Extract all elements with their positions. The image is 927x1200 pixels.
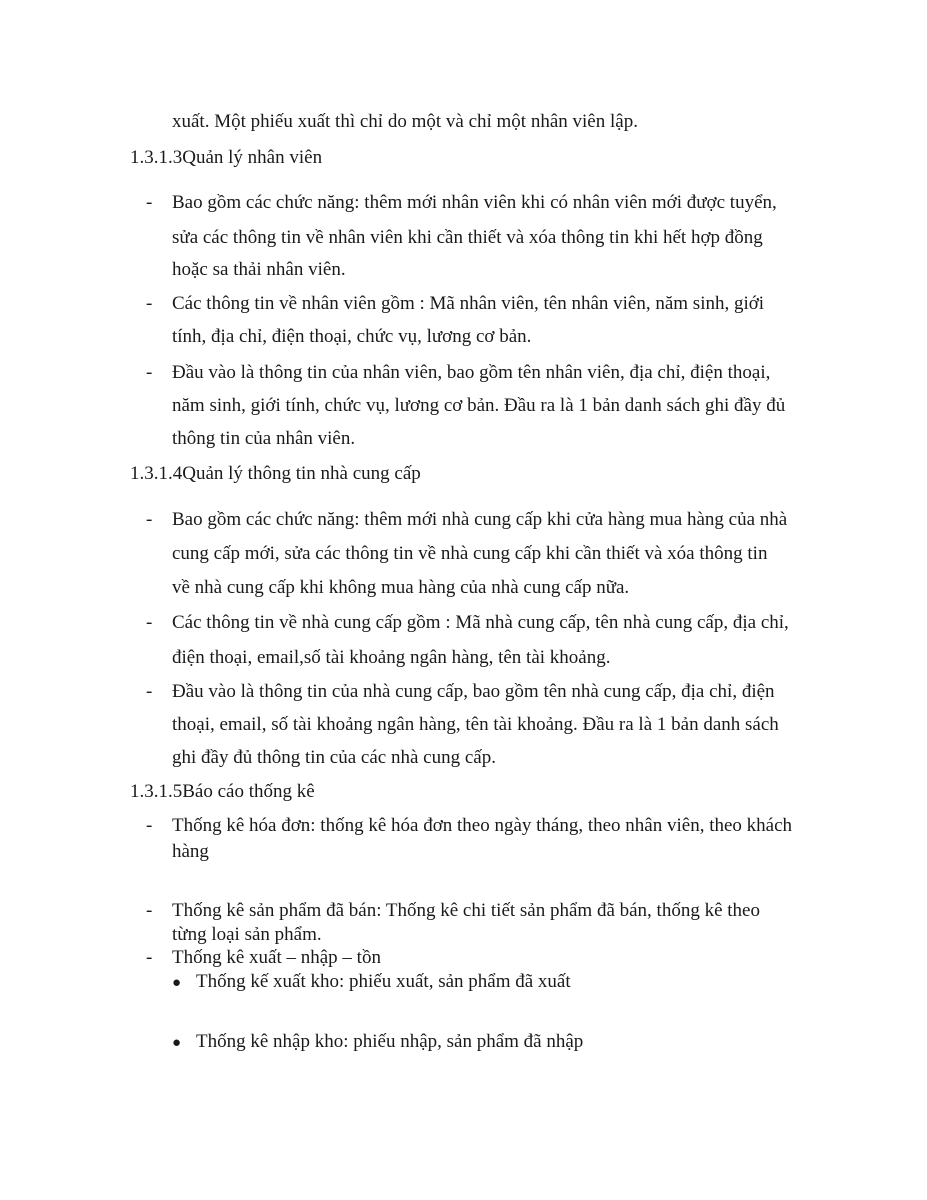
- bullet-icon: ●: [172, 1035, 182, 1051]
- section-heading: 1.3.1.3Quản lý nhân viên: [130, 147, 323, 168]
- list-item-line: tính, địa chỉ, điện thoại, chức vụ, lương cơ bản.: [172, 326, 532, 347]
- sub-list-item: Thống kế xuất kho: phiếu xuất, sản phẩm đã xuất: [196, 971, 571, 992]
- list-item-line: từng loại sản phẩm.: [172, 924, 322, 945]
- paragraph-line: xuất. Một phiếu xuất thì chỉ do một và chỉ một nhân viên lập.: [172, 111, 638, 132]
- list-item-line: Các thông tin về nhà cung cấp gồm : Mã nhà cung cấp, tên nhà cung cấp, địa chỉ,: [172, 612, 789, 633]
- list-item-line: thông tin của nhân viên.: [172, 428, 356, 449]
- section-heading: 1.3.1.5Báo cáo thống kê: [130, 781, 315, 802]
- list-dash: -: [146, 612, 153, 633]
- list-item-line: Thống kê hóa đơn: thống kê hóa đơn theo ngày tháng, theo nhân viên, theo khách: [172, 815, 793, 836]
- list-dash: -: [146, 192, 153, 213]
- sub-list-item: Thống kê nhập kho: phiếu nhập, sản phẩm đã nhập: [196, 1031, 584, 1052]
- list-dash: -: [146, 947, 153, 968]
- list-item-line: Bao gồm các chức năng: thêm mới nhân viên khi có nhân viên mới được tuyển,: [172, 192, 777, 213]
- list-item-line: sửa các thông tin về nhân viên khi cần thiết và xóa thông tin khi hết hợp đồng: [172, 227, 763, 248]
- list-item-line: Đầu vào là thông tin của nhân viên, bao gồm tên nhân viên, địa chỉ, điện thoại,: [172, 362, 771, 383]
- list-item-line: Thống kê sản phẩm đã bán: Thống kê chi tiết sản phẩm đã bán, thống kê theo: [172, 900, 760, 921]
- list-item-line: Bao gồm các chức năng: thêm mới nhà cung cấp khi cửa hàng mua hàng của nhà: [172, 509, 788, 530]
- list-item-line: về nhà cung cấp khi không mua hàng của nhà cung cấp nữa.: [172, 577, 630, 598]
- section-heading: 1.3.1.4Quản lý thông tin nhà cung cấp: [130, 463, 421, 484]
- list-item-line: hàng: [172, 841, 209, 862]
- list-dash: -: [146, 509, 153, 530]
- list-item-line: ghi đầy đủ thông tin của các nhà cung cấp.: [172, 747, 496, 768]
- list-item-line: năm sinh, giới tính, chức vụ, lương cơ bản. Đầu ra là 1 bản danh sách ghi đầy đủ: [172, 395, 786, 416]
- list-dash: -: [146, 681, 153, 702]
- list-item-line: Đầu vào là thông tin của nhà cung cấp, bao gồm tên nhà cung cấp, địa chỉ, điện: [172, 681, 775, 702]
- list-item-line: Các thông tin về nhân viên gồm : Mã nhân viên, tên nhân viên, năm sinh, giới: [172, 293, 765, 314]
- list-item-line: thoại, email, số tài khoảng ngân hàng, tên tài khoảng. Đầu ra là 1 bản danh sách: [172, 714, 779, 735]
- list-item-line: hoặc sa thải nhân viên.: [172, 259, 346, 280]
- list-item-line: Thống kê xuất – nhập – tồn: [172, 947, 381, 968]
- list-dash: -: [146, 815, 153, 836]
- list-dash: -: [146, 900, 153, 921]
- bullet-icon: ●: [172, 975, 182, 991]
- list-dash: -: [146, 293, 153, 314]
- list-item-line: điện thoại, email,số tài khoảng ngân hàng, tên tài khoảng.: [172, 647, 611, 668]
- list-dash: -: [146, 362, 153, 383]
- list-item-line: cung cấp mới, sửa các thông tin về nhà cung cấp khi cần thiết và xóa thông tin: [172, 543, 768, 564]
